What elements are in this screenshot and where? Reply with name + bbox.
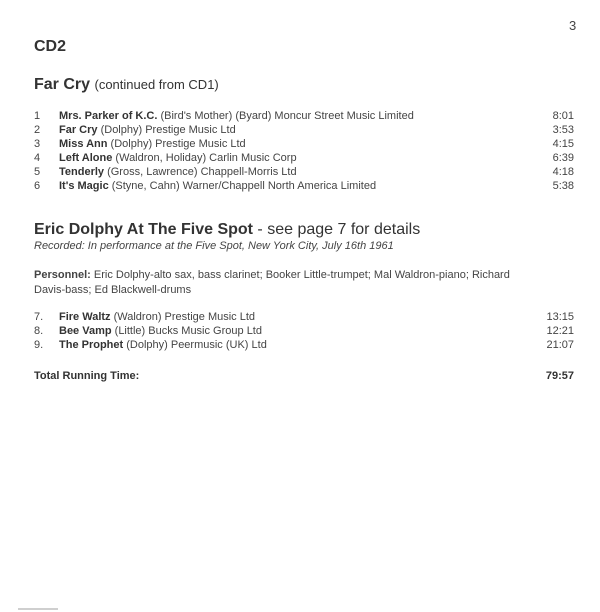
track-time: 6:39 xyxy=(552,152,574,164)
track-description xyxy=(59,124,236,136)
track-credits: (Waldron, Holiday) Carlin Music Corp xyxy=(112,152,297,164)
track-credits: (Waldron) Prestige Music Ltd xyxy=(110,311,256,323)
track-credits: (Dolphy) Prestige Music Ltd xyxy=(97,124,236,136)
track-description xyxy=(59,166,297,178)
total-label: Total Running Time: xyxy=(34,370,140,382)
five-spot-tracklist xyxy=(34,311,574,353)
recorded-note: Recorded: In performance at the Five Spot, New York City, July 16th 1961 xyxy=(34,240,394,252)
far-cry-tracklist xyxy=(34,110,574,194)
track-credits: (Gross, Lawrence) Chappell-Morris Ltd xyxy=(104,166,297,178)
track-number: 2 xyxy=(34,124,41,136)
track-title: Far Cry xyxy=(59,124,98,136)
track-row xyxy=(34,124,574,138)
track-number: 9. xyxy=(34,339,44,351)
track-time: 13:15 xyxy=(546,311,574,323)
far-cry-subtitle: (continued from CD1) xyxy=(94,77,219,92)
track-title: The Prophet xyxy=(59,339,124,351)
track-number: 4 xyxy=(34,152,41,164)
far-cry-title: Far Cry xyxy=(34,76,91,93)
track-description xyxy=(59,311,255,323)
track-credits: (Styne, Cahn) Warner/Chappell North America Limited xyxy=(108,180,377,192)
track-credits: (Bird's Mother) (Byard) Moncur Street Music Limited xyxy=(157,110,414,122)
track-title: It's Magic xyxy=(59,180,109,192)
track-credits: (Dolphy) Prestige Music Ltd xyxy=(107,138,246,150)
track-row xyxy=(34,166,574,180)
track-time: 8:01 xyxy=(552,110,574,122)
track-title: Miss Ann xyxy=(59,138,108,150)
personnel xyxy=(34,268,534,298)
track-row xyxy=(34,152,574,166)
track-description xyxy=(59,152,297,164)
track-time: 4:15 xyxy=(552,138,574,150)
track-time: 4:18 xyxy=(552,166,574,178)
track-title: Tenderly xyxy=(59,166,105,178)
track-number: 6 xyxy=(34,180,41,192)
cd-title: CD2 xyxy=(34,38,67,55)
track-number: 8. xyxy=(34,325,44,337)
track-number: 3 xyxy=(34,138,41,150)
personnel-label: Personnel: xyxy=(34,269,91,281)
bottom-edge-mark xyxy=(18,608,58,610)
track-title: Mrs. Parker of K.C. xyxy=(59,110,158,122)
track-row xyxy=(34,311,574,325)
five-spot-subtitle: - see page 7 for details xyxy=(252,221,421,238)
track-number: 5 xyxy=(34,166,41,178)
track-row xyxy=(34,180,574,194)
track-title: Fire Waltz xyxy=(59,311,111,323)
track-description xyxy=(59,339,267,351)
total-time: 79:57 xyxy=(545,370,574,382)
track-row xyxy=(34,138,574,152)
total-running-time xyxy=(34,370,574,382)
track-row xyxy=(34,339,574,353)
track-credits: (Dolphy) Peermusic (UK) Ltd xyxy=(123,339,267,351)
five-spot-heading xyxy=(34,221,420,239)
page-number: 3 xyxy=(569,18,577,33)
track-title: Bee Vamp xyxy=(59,325,112,337)
track-description xyxy=(59,325,262,337)
track-time: 12:21 xyxy=(546,325,574,337)
track-description xyxy=(59,180,376,192)
track-row xyxy=(34,110,574,124)
track-row xyxy=(34,325,574,339)
track-number: 7. xyxy=(34,311,44,323)
track-credits: (Little) Bucks Music Group Ltd xyxy=(111,325,262,337)
personnel-text: Eric Dolphy-alto sax, bass clarinet; Booker Little-trumpet; Mal Waldron-piano; Richard Davis-bass; Ed Blackwell-drums xyxy=(34,269,510,296)
track-description xyxy=(59,110,414,122)
track-time: 3:53 xyxy=(552,124,574,136)
track-time: 21:07 xyxy=(546,339,574,351)
track-time: 5:38 xyxy=(552,180,574,192)
track-description xyxy=(59,138,246,150)
far-cry-heading xyxy=(34,76,219,94)
track-number: 1 xyxy=(34,110,41,122)
track-title: Left Alone xyxy=(59,152,113,164)
five-spot-title: Eric Dolphy At The Five Spot xyxy=(34,221,253,238)
